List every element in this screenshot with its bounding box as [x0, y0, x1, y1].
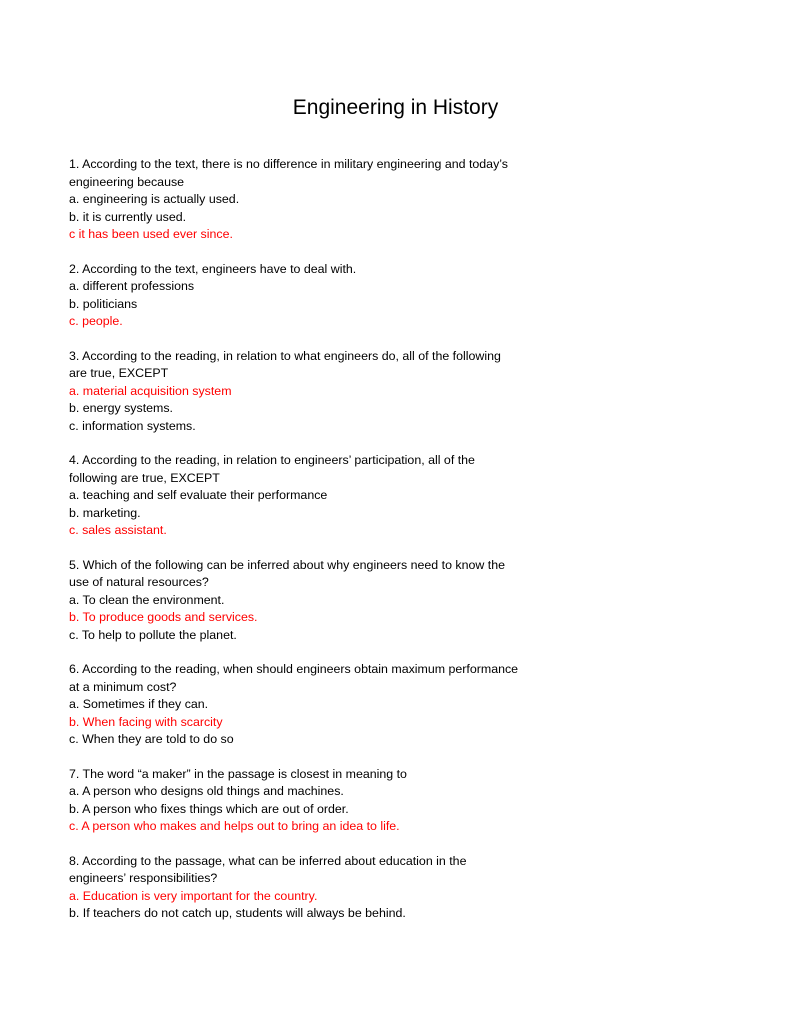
answer-option: c. When they are told to do so	[69, 732, 234, 746]
question-stem-line: 2. According to the text, engineers have to deal with.	[69, 261, 357, 276]
question-stem-line: 1. According to the text, there is no difference in military engineering and today’s	[69, 157, 508, 171]
question-stem-line: are true, EXCEPT	[69, 366, 169, 380]
quiz-body	[69, 156, 569, 940]
answer-option-correct: b. When facing with scarcity	[69, 714, 223, 729]
answer-option: a. engineering is actually used.	[69, 192, 240, 206]
question-7	[69, 766, 569, 836]
answer-option-correct: c. sales assistant.	[69, 523, 167, 537]
question-1	[69, 156, 569, 244]
question-stem-line: following are true, EXCEPT	[69, 470, 220, 485]
page-title: Engineering in History	[292, 96, 499, 119]
answer-option: b. If teachers do not catch up, students will always be behind.	[69, 906, 406, 920]
question-6	[69, 661, 569, 749]
question-stem-line: 7. The word “a maker” in the passage is closest in meaning to	[69, 766, 407, 781]
question-3	[69, 348, 569, 436]
question-stem-line: engineering because	[69, 174, 185, 189]
answer-option-correct: a. material acquisition system	[69, 383, 232, 398]
answer-option: b. politicians	[69, 296, 138, 311]
answer-option-correct: b. To produce goods and services.	[69, 610, 258, 624]
answer-option: b. it is currently used.	[69, 209, 187, 224]
question-stem-line: 3. According to the reading, in relation to what engineers do, all of the following	[69, 348, 501, 363]
answer-option: c. To help to pollute the planet.	[69, 627, 237, 642]
answer-option-correct: c. people.	[69, 314, 123, 328]
question-5	[69, 557, 569, 645]
answer-option: b. A person who fixes things which are out of order.	[69, 801, 349, 816]
answer-option: b. marketing.	[69, 505, 141, 520]
question-stem-line: 4. According to the reading, in relation to engineers’ participation, all of the	[69, 453, 475, 467]
answer-option: b. energy systems.	[69, 401, 173, 415]
question-stem-line: 6. According to the reading, when should engineers obtain maximum performance	[69, 662, 519, 676]
question-4	[69, 452, 569, 540]
answer-option-correct: c it has been used ever since.	[69, 227, 233, 241]
question-stem-line: 8. According to the passage, what can be inferred about education in the	[69, 853, 467, 868]
question-2	[69, 261, 569, 331]
question-8	[69, 853, 569, 923]
answer-option: a. different professions	[69, 279, 195, 293]
question-stem-line: use of natural resources?	[69, 575, 209, 589]
answer-option: a. To clean the environment.	[69, 592, 225, 607]
answer-option-correct: a. Education is very important for the country.	[69, 888, 318, 903]
answer-option: c. information systems.	[69, 418, 196, 433]
answer-option: a. A person who designs old things and machines.	[69, 784, 344, 798]
answer-option-correct: c. A person who makes and helps out to bring an idea to life.	[69, 819, 400, 833]
answer-option: a. teaching and self evaluate their performance	[69, 488, 328, 502]
question-stem-line: at a minimum cost?	[69, 679, 177, 694]
question-stem-line: engineers’ responsibilities?	[69, 871, 218, 885]
answer-option: a. Sometimes if they can.	[69, 697, 209, 711]
question-stem-line: 5. Which of the following can be inferred about why engineers need to know the	[69, 557, 506, 572]
